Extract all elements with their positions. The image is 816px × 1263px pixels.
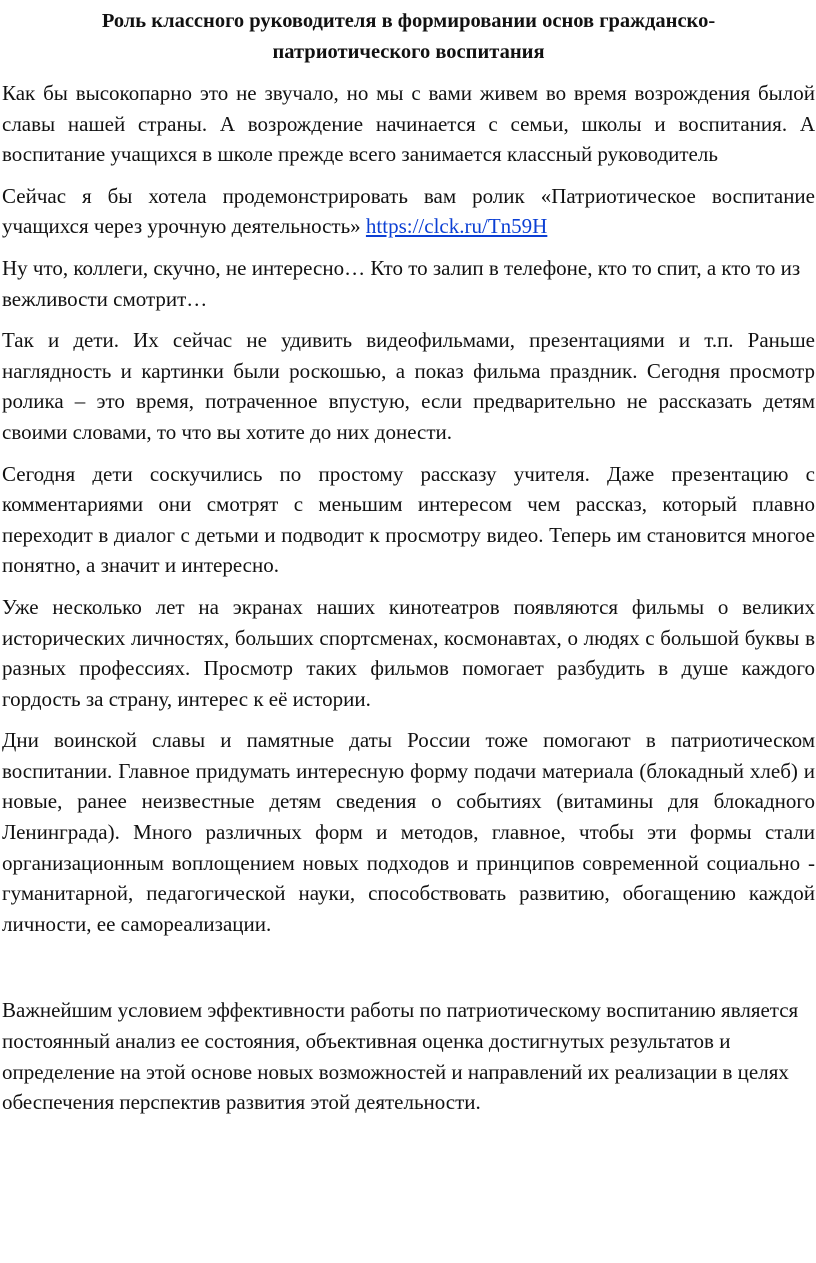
paragraph-films: Уже несколько лет на экранах наших кинотеатров появляются фильмы о великих исторических личностях, больших спортсменах, космонавтах, о людях с большой буквы в разных профессиях. Просмотр таких фильмов помогает разбудить в душе каждого гордость за страну, интерес к её истории. — [2, 594, 815, 711]
spacer — [2, 950, 815, 995]
paragraph-intro: Как бы высокопарно это не звучало, но мы с вами живем во время возрождения былой славы нашей страны. А возрождение начинается с семьи, школы и воспитания. А воспитание учащихся в школе прежде всего занимается классный руководитель — [2, 81, 815, 167]
paragraph-children: Так и дети. Их сейчас не удивить видеофильмами, презентациями и т.п. Раньше наглядность и картинки были роскошью, а показ фильма праздник. Сегодня просмотр ролика – это время, потраченное впустую, если предварительно не рассказать детям своими словами, то что вы хотите до них донести. — [2, 328, 815, 444]
paragraph-storytelling: Сегодня дети соскучились по простому рассказу учителя. Даже презентацию с комментариями они смотрят с меньшим интересом чем рассказ, который плавно переходит в диалог с детьми и подводит к просмотру видео. Теперь им становится многое понятно, а значит и интересно. — [2, 461, 815, 578]
paragraph-video — [2, 181, 815, 242]
paragraph-colleagues: Ну что, коллеги, скучно, не интересно… Кто то залип в телефоне, кто то спит, а кто то из вежливости смотрит… — [2, 255, 801, 311]
paragraph-video-text: Сейчас я бы хотела продемонстрировать вам ролик «Патриотическое воспитание учащихся через урочную деятельность» — [2, 183, 815, 239]
video-link[interactable]: https://clck.ru/Tn59H — [365, 214, 548, 239]
paragraph-conclusion: Важнейшим условием эффективности работы по патриотическому воспитанию является постоянный анализ ее состояния, объективная оценка достигнутых результатов и определение на этой основе новых возможностей и направлений их реализации в целях обеспечения перспектив развития этой деятельности. — [2, 998, 799, 1115]
title-line-2: патриотического воспитания — [272, 41, 545, 63]
paragraph-memorial-days: Дни воинской славы и памятные даты России тоже помогают в патриотическом воспитании. Главное придумать интересную форму подачи материала (блокадный хлеб) и новые, ранее неизвестные детям сведения о событиях (витамины для блокадного Ленинграда). Много различных форм и методов, главное, чтобы эти формы стали организационным воплощением новых подходов и принципов современной социально - гуманитарной, педагогической науки, способствовать развитию, обогащению каждой личности, ее самореализации. — [2, 728, 815, 936]
document-title — [2, 6, 815, 68]
title-line-1: Роль классного руководителя в формировании основ гражданско- — [101, 10, 716, 32]
